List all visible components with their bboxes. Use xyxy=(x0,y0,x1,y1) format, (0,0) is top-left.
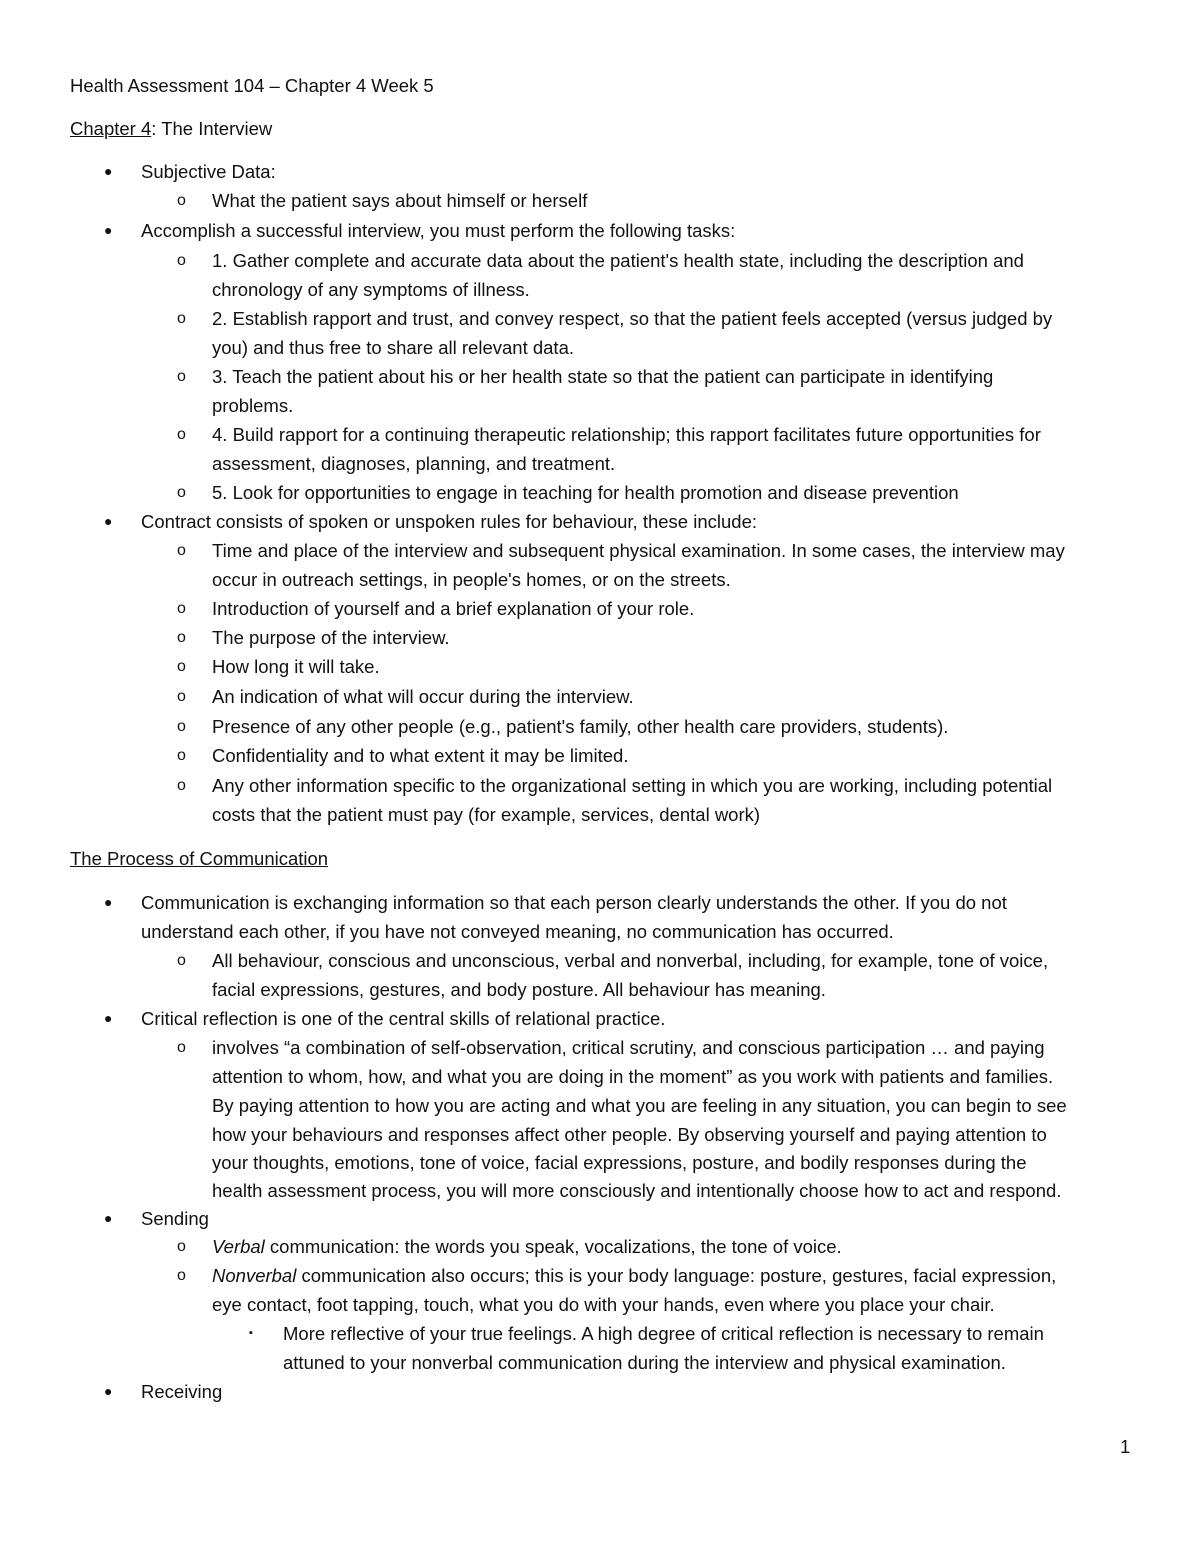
italic-term: Nonverbal xyxy=(212,1265,297,1286)
circle-bullet-icon: o xyxy=(177,1267,186,1284)
bullet-icon: ● xyxy=(104,1010,113,1026)
list-item: Accomplish a successful interview, you must perform the following tasks: xyxy=(141,220,736,241)
list-item: Receiving xyxy=(141,1381,223,1402)
list-item-continuation: understand each other, if you have not conveyed meaning, no communication has occurred. xyxy=(141,921,894,942)
list-item: 3. Teach the patient about his or her health state so that the patient can participate in identifying xyxy=(212,366,994,387)
list-item: Introduction of yourself and a brief explanation of your role. xyxy=(212,598,695,619)
circle-bullet-icon: o xyxy=(177,310,186,327)
list-item: involves “a combination of self-observation, critical scrutiny, and conscious participation … and paying xyxy=(212,1037,1045,1058)
list-item-continuation: problems. xyxy=(212,395,294,416)
section-heading-text: The Process of Communication xyxy=(70,848,329,869)
circle-bullet-icon: o xyxy=(177,658,186,675)
circle-bullet-icon: o xyxy=(177,542,186,559)
page-number: 1 xyxy=(1120,1436,1131,1457)
section-heading xyxy=(70,844,328,873)
bullet-icon: ● xyxy=(104,163,113,179)
list-item: Presence of any other people (e.g., patient's family, other health care providers, students). xyxy=(212,716,949,737)
list-item-continuation: how your behaviours and responses affect other people. By observing yourself and paying attention to xyxy=(212,1124,1047,1145)
list-item: Critical reflection is one of the central skills of relational practice. xyxy=(141,1008,666,1029)
list-item xyxy=(212,1232,842,1261)
bullet-icon: ● xyxy=(104,1383,113,1399)
list-item: An indication of what will occur during the interview. xyxy=(212,686,634,707)
list-item: Subjective Data: xyxy=(141,161,276,182)
circle-bullet-icon: o xyxy=(177,777,186,794)
circle-bullet-icon: o xyxy=(177,629,186,646)
list-item: Communication is exchanging information so that each person clearly understands the other. If you do not xyxy=(141,892,1007,913)
list-item-text: communication: the words you speak, vocalizations, the tone of voice. xyxy=(264,1236,842,1257)
list-item: 5. Look for opportunities to engage in teaching for health promotion and disease prevention xyxy=(212,482,959,503)
circle-bullet-icon: o xyxy=(177,368,186,385)
circle-bullet-icon: o xyxy=(177,426,186,443)
circle-bullet-icon: o xyxy=(177,747,186,764)
circle-bullet-icon: o xyxy=(177,952,186,969)
list-item: What the patient says about himself or herself xyxy=(212,190,588,211)
list-item-continuation: costs that the patient must pay (for example, services, dental work) xyxy=(212,804,761,825)
circle-bullet-icon: o xyxy=(177,600,186,617)
list-item-continuation: your thoughts, emotions, tone of voice, facial expressions, posture, and bodily responses during the xyxy=(212,1152,1027,1173)
circle-bullet-icon: o xyxy=(177,718,186,735)
list-item: All behaviour, conscious and unconscious, verbal and nonverbal, including, for example, tone of voice, xyxy=(212,950,1049,971)
square-bullet-icon: ▪ xyxy=(249,1327,253,1339)
chapter-label: Chapter 4 xyxy=(70,118,152,139)
circle-bullet-icon: o xyxy=(177,1238,186,1255)
circle-bullet-icon: o xyxy=(177,484,186,501)
list-item: How long it will take. xyxy=(212,656,380,677)
list-item: Sending xyxy=(141,1208,209,1229)
list-item-continuation: By paying attention to how you are acting and what you are feeling in any situation, you can begin to see xyxy=(212,1095,1067,1116)
list-item: The purpose of the interview. xyxy=(212,627,450,648)
list-item: Contract consists of spoken or unspoken rules for behaviour, these include: xyxy=(141,511,757,532)
bullet-icon: ● xyxy=(104,513,113,529)
list-item-continuation: you) and thus free to share all relevant data. xyxy=(212,337,574,358)
document-header: Health Assessment 104 – Chapter 4 Week 5 xyxy=(70,75,434,96)
list-item-continuation: attention to whom, how, and what you are doing in the moment” as you work with patients and families. xyxy=(212,1066,1054,1087)
list-item: Any other information specific to the organizational setting in which you are working, including potential xyxy=(212,775,1053,796)
list-item-continuation: eye contact, foot tapping, touch, what you do with your hands, even where you place your chair. xyxy=(212,1294,995,1315)
list-item-continuation: health assessment process, you will more consciously and intentionally choose how to act and respond. xyxy=(212,1180,1062,1201)
circle-bullet-icon: o xyxy=(177,688,186,705)
list-item-continuation: attuned to your nonverbal communication during the interview and physical examination. xyxy=(283,1352,1006,1373)
list-item-continuation: facial expressions, gestures, and body posture. All behaviour has meaning. xyxy=(212,979,826,1000)
list-item-text: communication also occurs; this is your body language: posture, gestures, facial expression, xyxy=(296,1265,1057,1286)
list-item-continuation: occur in outreach settings, in people's homes, or on the streets. xyxy=(212,569,731,590)
list-item: Time and place of the interview and subsequent physical examination. In some cases, the interview may xyxy=(212,540,1065,561)
circle-bullet-icon: o xyxy=(177,1039,186,1056)
circle-bullet-icon: o xyxy=(177,192,186,209)
italic-term: Verbal xyxy=(212,1236,265,1257)
bullet-icon: ● xyxy=(104,1210,113,1226)
list-item: 4. Build rapport for a continuing therapeutic relationship; this rapport facilitates future opportunities for xyxy=(212,424,1041,445)
circle-bullet-icon: o xyxy=(177,252,186,269)
list-item: More reflective of your true feelings. A high degree of critical reflection is necessary to remain xyxy=(283,1323,1044,1344)
list-item: Confidentiality and to what extent it may be limited. xyxy=(212,745,629,766)
list-item-continuation: chronology of any symptoms of illness. xyxy=(212,279,530,300)
list-item: 2. Establish rapport and trust, and convey respect, so that the patient feels accepted (versus judged by xyxy=(212,308,1053,329)
chapter-heading xyxy=(70,114,272,143)
list-item xyxy=(212,1261,1056,1290)
chapter-title: : The Interview xyxy=(151,118,273,139)
bullet-icon: ● xyxy=(104,894,113,910)
list-item-continuation: assessment, diagnoses, planning, and treatment. xyxy=(212,453,616,474)
bullet-icon: ● xyxy=(104,222,113,238)
list-item: 1. Gather complete and accurate data about the patient's health state, including the description and xyxy=(212,250,1024,271)
